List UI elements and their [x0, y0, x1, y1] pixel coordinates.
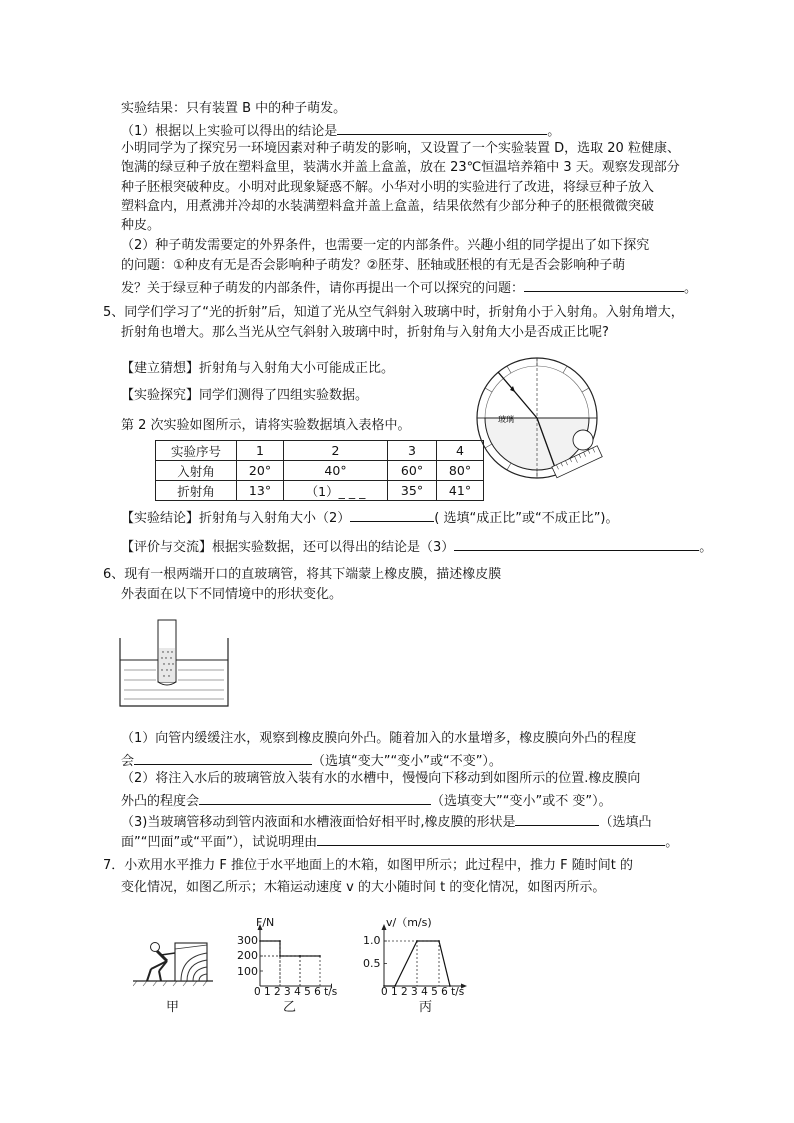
- f-graph-data-point: [259, 940, 261, 942]
- q6-part2-hint: （选填变大”“变小”或不 变”）。: [431, 794, 612, 809]
- q5-line-2: 折射角也增大。那么当光从空气斜射入玻璃中时，折射角与入射角大小是否成正比呢?: [121, 325, 609, 340]
- q6-part3-line-2: [121, 832, 678, 851]
- q6-answer-blank-4[interactable]: [317, 832, 665, 846]
- q4-line-2: 饱满的绿豆种子放在塑料盒里，装满水并盖上盒盖，放在 23℃恒温培养箱中 3 天。观察发现部分: [121, 160, 680, 175]
- refraction-figure: [465, 352, 615, 490]
- q6-part2-line-1: （2）将注入水后的玻璃管放入装有水的水槽中，慢慢向下移动到如图所示的位置.橡皮膜向: [121, 771, 641, 786]
- q4-part2-line-1: （2）种子萌发需要定的外界条件，也需要一定的内部条件。兴趣小组的同学提出了如下探究: [121, 238, 650, 253]
- q4-answer-blank-2[interactable]: [524, 278, 684, 292]
- q7-line-2: 变化情况，如图乙所示；木箱运动速度 v 的大小随时间 t 的变化情况，如图丙所示。: [121, 880, 606, 895]
- f-graph-data-point: [279, 955, 281, 957]
- q6-part1-hint: （选填“变大”“变小”或“不变”）。: [312, 754, 502, 769]
- q5-answer-blank-2[interactable]: [350, 508, 434, 522]
- table-cell: 13°: [237, 481, 284, 501]
- v-graph-data-point: [438, 940, 440, 942]
- q4-line-4: 塑料盒内，用煮沸并冷却的水装满塑料盒并盖上盒盖，结果依然有少部分种子的胚根微微突破: [121, 199, 655, 214]
- q4-part1-end: 。: [547, 124, 561, 139]
- caption-yi: 乙: [283, 1000, 297, 1015]
- q4-line-5: 种皮。: [121, 218, 161, 233]
- f-graph-data-point: [299, 955, 301, 957]
- q6-part1-prefix: 会: [121, 754, 135, 769]
- water-tank-figure: [118, 618, 230, 710]
- q6-part2-prefix: 外凸的程度会: [121, 794, 200, 809]
- table-cell: 20°: [237, 461, 284, 481]
- q4-line-1: 小明同学为了探究另一环境因素对种子萌发的影响，又设置了一个实验装置 D，选取 20 粒健康、: [121, 141, 680, 156]
- table-row: [156, 441, 484, 461]
- f-ytick-300: 300: [237, 934, 258, 947]
- q4-part2-end: 。: [684, 281, 698, 296]
- q6-part2-line-2: [121, 791, 612, 810]
- q5-hypothesis: 【建立猜想】折射角与入射角大小可能成正比。: [121, 361, 395, 376]
- q6-part3-end: 。: [665, 835, 679, 850]
- f-graph-data-point: [319, 955, 321, 957]
- q4-result: 实验结果：只有装置 B 中的种子萌发。: [121, 101, 347, 116]
- q6-part3-text: （3)当玻璃管移动到管内液面和水槽液面恰好相平时,橡皮膜的形状是: [121, 815, 516, 830]
- table-cell: 35°: [388, 481, 437, 501]
- q5-line-1: 5、同学们学习了“光的折射”后，知道了光从空气斜射入玻璃中时，折射角小于入射角。入射角增大，: [103, 305, 684, 320]
- wooden-box: [175, 943, 207, 981]
- q5-figure-note: 第 2 次实验如图所示，请将实验数据填入表格中。: [121, 418, 411, 433]
- f-axis-label: F/N: [256, 916, 275, 929]
- q6-answer-blank-3[interactable]: [515, 812, 599, 826]
- q4-line-3: 种子胚根突破种皮。小明对此现象疑惑不解。小华对小明的实验进行了改进，将绿豆种子放入: [121, 180, 655, 195]
- q4-part2-line-2: 的问题：①种皮有无是否会影响种子萌发？②胚芽、胚轴或胚根的有无是否会影响种子萌: [121, 258, 626, 273]
- caption-bing: 丙: [419, 1000, 433, 1015]
- table-row: [156, 461, 484, 481]
- v-ytick-0.5: 0.5: [363, 957, 381, 970]
- table-cell: 3: [388, 441, 437, 461]
- v-axis-label: v/（m/s): [386, 916, 432, 929]
- q4-part1-text: （1）根据以上实验可以得出的结论是: [121, 124, 338, 139]
- q5-answer-blank-3[interactable]: [454, 537, 699, 551]
- protractor-knob: [573, 430, 593, 450]
- q4-part2-line-3: [121, 278, 697, 297]
- q5-conclusion-hint: ( 选填“成正比”或“不成正比”)。: [434, 511, 619, 526]
- q5-evaluation-text: 【评价与交流】根据实验数据，还可以得出的结论是（3）: [121, 540, 455, 555]
- pushing-box-figure: [133, 935, 213, 990]
- q5-conclusion: [121, 508, 619, 527]
- f-graph-data-point: [279, 940, 281, 942]
- caption-jia: 甲: [166, 1000, 180, 1015]
- table-cell: 2: [284, 441, 388, 461]
- table-cell: 1: [237, 441, 284, 461]
- q6-line-2: 外表面在以下不同情境中的形状变化。: [121, 587, 343, 602]
- q5-explore: 【实验探究】同学们测得了四组实验数据。: [121, 388, 369, 403]
- v-graph-data-point: [416, 940, 418, 942]
- q6-line-1: 6、现有一根两端开口的直玻璃管，将其下端蒙上橡皮膜，描述橡皮膜: [103, 567, 502, 582]
- q6-part1-line-1: （1）向管内缓缓注水，观察到橡皮膜向外凸。随着加入的水量增多，橡皮膜向外凸的程度: [121, 731, 637, 746]
- q5-evaluation: [121, 537, 712, 556]
- v-graph-data-segment: [439, 941, 450, 986]
- q4-part2-question: 发？关于绿豆种子萌发的内部条件，请你再提出一个可以探究的问题：: [121, 281, 525, 296]
- table-cell: 实验序号: [156, 441, 237, 461]
- q6-part3-reason: 面”“凹面”或“平面”），试说明理由: [121, 835, 318, 850]
- table-cell: 折射角: [156, 481, 237, 501]
- incident-ray: [498, 372, 537, 418]
- q6-part1-line-2: [121, 751, 502, 770]
- f-ytick-200: 200: [237, 949, 258, 962]
- v-ytick-1.0: 1.0: [363, 934, 381, 947]
- v-graph-data-segment: [395, 941, 417, 986]
- q5-conclusion-text: 【实验结论】折射角与入射角大小（2）: [121, 511, 351, 526]
- q6-part3-hint: （选填凸: [599, 815, 652, 830]
- table-cell: 60°: [388, 461, 437, 481]
- person-icon: [147, 943, 175, 982]
- q4-part1: [121, 121, 560, 140]
- glass-label: 玻璃: [498, 415, 514, 424]
- table-answer-cell[interactable]: （1）_ _ _: [284, 481, 388, 501]
- table-cell: 4: [437, 441, 484, 461]
- q4-answer-blank-1[interactable]: [337, 121, 547, 135]
- table-cell: 入射角: [156, 461, 237, 481]
- q6-answer-blank-2[interactable]: [199, 791, 431, 805]
- q7-line-1: 7．小欢用水平推力 F 推位于水平地面上的木箱，如图甲所示；此过程中，推力 F 随时间t 的: [103, 858, 633, 873]
- refraction-table: [155, 440, 484, 501]
- q5-evaluation-end: 。: [699, 540, 713, 555]
- q6-answer-blank-1[interactable]: [134, 751, 312, 765]
- f-xticks: 0 1 2 3 4 5 6 t/s: [254, 986, 338, 998]
- f-ytick-100: 100: [237, 965, 258, 978]
- q6-part3-line-1: [121, 812, 652, 831]
- table-row: [156, 481, 484, 501]
- table-cell: 80°: [437, 461, 484, 481]
- v-xticks: 0 1 2 3 4 5 6 t/s: [381, 986, 465, 998]
- table-cell: 40°: [284, 461, 388, 481]
- table-cell: 41°: [437, 481, 484, 501]
